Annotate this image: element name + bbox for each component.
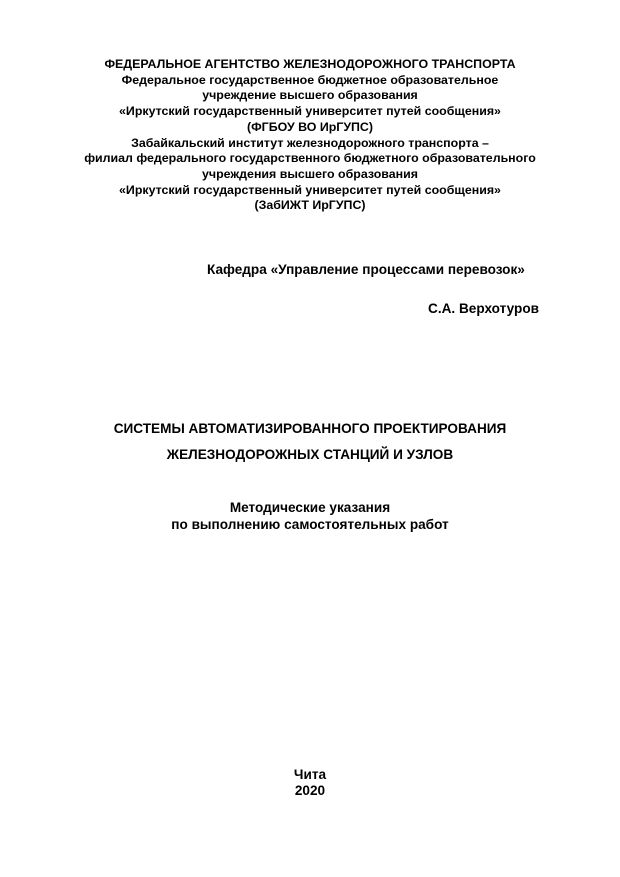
title-line-2: ЖЕЛЕЗНОДОРОЖНЫХ СТАНЦИЙ И УЗЛОВ bbox=[166, 447, 454, 462]
header-line-university: «Иркутский государственный университет путей сообщения» bbox=[119, 104, 501, 119]
author-name: С.А. Верхотуров bbox=[428, 301, 539, 316]
header-line-branch-university: «Иркутский государственный университет путей сообщения» bbox=[119, 182, 501, 197]
title-line-1: СИСТЕМЫ АВТОМАТИЗИРОВАННОГО ПРОЕКТИРОВАНИЯ bbox=[113, 421, 507, 436]
document-title bbox=[0, 416, 620, 468]
publication-city: Чита bbox=[293, 767, 327, 782]
header-line-branch-institute: Забайкальский институт железнодорожного транспорта – bbox=[131, 135, 489, 150]
header-line-branch-of: филиал федерального государственного бюджетного образовательного bbox=[84, 151, 536, 166]
subtitle-line-1: Методические указания bbox=[229, 500, 391, 515]
header-line-university-abbr: (ФГБОУ ВО ИрГУПС) bbox=[246, 119, 374, 134]
header-line-education-level: учреждение высшего образования bbox=[202, 88, 418, 103]
subtitle-line-2: по выполнению самостоятельных работ bbox=[171, 517, 449, 532]
publication-imprint bbox=[0, 767, 620, 799]
header-line-branch-education: учреждения высшего образования bbox=[202, 166, 418, 181]
publication-year: 2020 bbox=[294, 783, 326, 798]
organization-header bbox=[0, 57, 620, 214]
header-line-branch-abbr: (ЗабИЖТ ИрГУПС) bbox=[254, 198, 366, 213]
header-line-institution-type: Федеральное государственное бюджетное образовательное bbox=[121, 72, 499, 87]
document-subtitle bbox=[0, 499, 620, 533]
header-line-agency: ФЕДЕРАЛЬНОЕ АГЕНТСТВО ЖЕЛЕЗНОДОРОЖНОГО ТРАНСПОРТА bbox=[104, 57, 516, 71]
department-name: Кафедра «Управление процессами перевозок» bbox=[207, 262, 525, 277]
